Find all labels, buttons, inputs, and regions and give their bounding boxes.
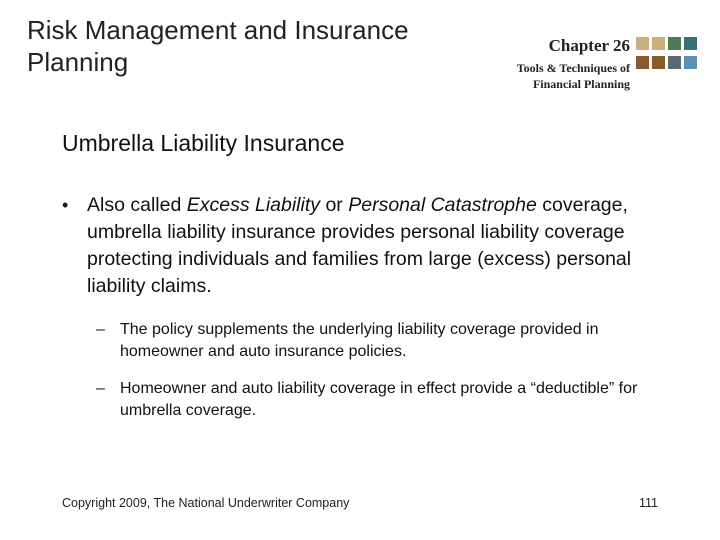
color-square-teal	[684, 37, 697, 50]
bullet-text-mid: or	[320, 194, 349, 216]
color-square-blue	[684, 56, 697, 69]
chapter-label: Chapter 26	[548, 36, 630, 55]
bullet-marker: •	[62, 195, 69, 215]
footer-copyright: Copyright 2009, The National Underwriter Company	[62, 496, 350, 510]
bullet-text-prefix: Also called	[87, 194, 187, 216]
sub-bullet-1	[96, 319, 676, 363]
bullet-italic-term-2: Personal Catastrophe	[348, 194, 537, 216]
sub-bullet-text: The policy supplements the underlying liability coverage provided in homeowner and auto insurance policies.	[120, 321, 599, 360]
bullet-text-suffix: coverage, umbrella liability insurance provides personal liability coverage protecting individuals and families from large (excess) personal liability claims.	[87, 194, 632, 297]
bullet-italic-term-1: Excess Liability	[186, 194, 321, 216]
chapter-subtitle: Tools & Techniques of Financial Planning	[516, 61, 630, 91]
sub-bullet-marker: –	[96, 321, 105, 338]
decorative-color-squares	[636, 37, 716, 77]
color-square-tan-1	[636, 37, 649, 50]
sub-bullet-2	[96, 378, 676, 422]
sub-bullet-marker: –	[96, 380, 105, 397]
color-square-green	[668, 37, 681, 50]
bullet-text	[87, 192, 682, 300]
slide-heading: Umbrella Liability Insurance	[62, 130, 345, 156]
slide-header-title: Risk Management and Insurance Planning	[27, 15, 409, 77]
color-square-brown-1	[636, 56, 649, 69]
color-square-brown-2	[652, 56, 665, 69]
page-number: 111	[638, 496, 658, 510]
sub-bullet-text: Homeowner and auto liability coverage in effect provide a “deductible” for umbrella coverage.	[120, 380, 638, 419]
color-square-tan-2	[652, 37, 665, 50]
main-bullet	[62, 192, 682, 300]
color-square-slate	[668, 56, 681, 69]
